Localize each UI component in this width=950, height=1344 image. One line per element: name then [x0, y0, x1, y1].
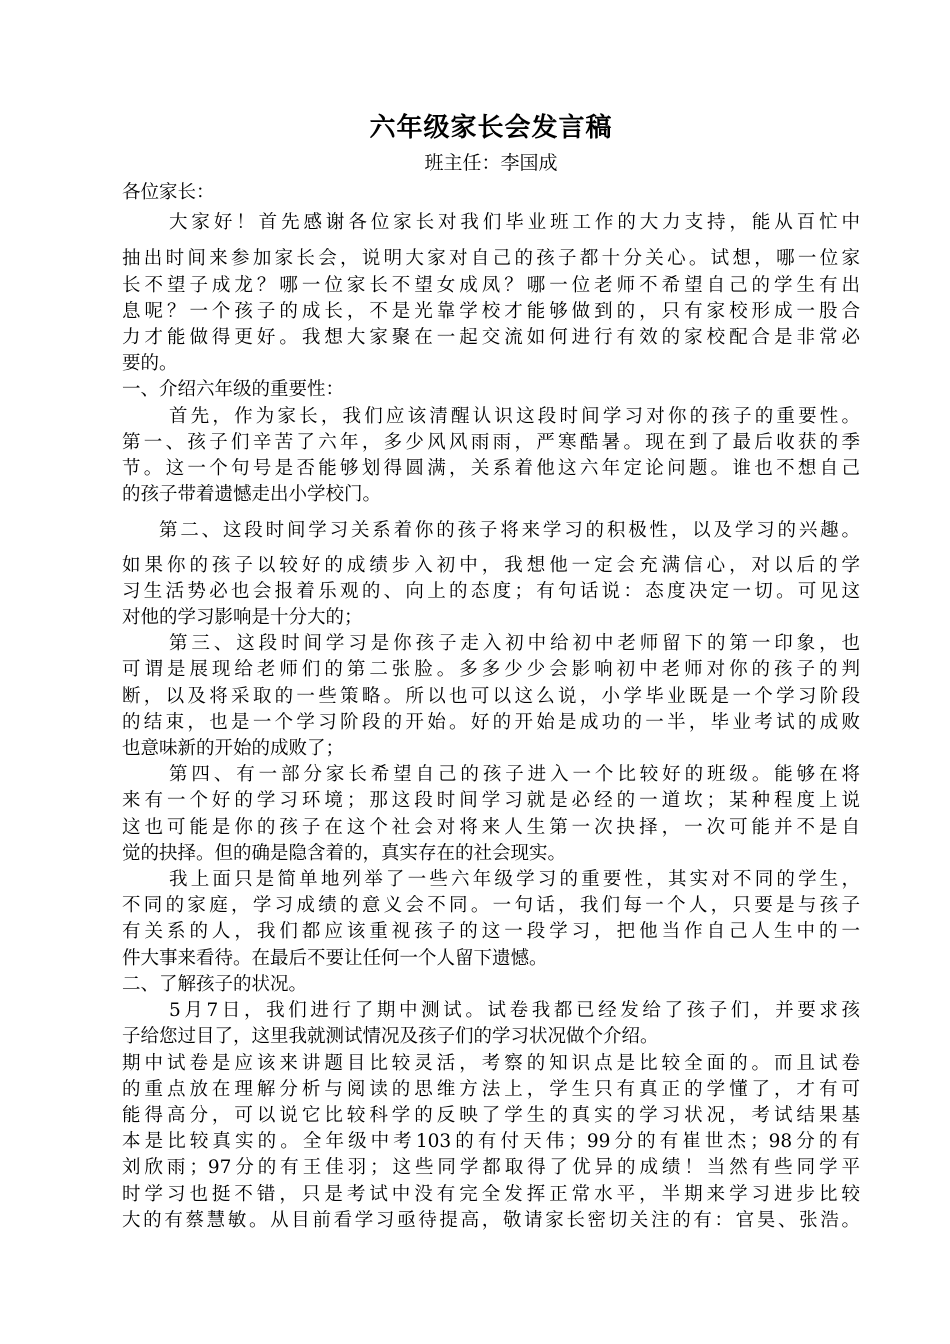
- paragraph-line: 第二、这段时间学习关系着你的孩子将来学习的积极性，以及学习的兴趣。: [159, 520, 860, 542]
- paragraph-line: 5月7日，我们进行了期中测试。试卷我都已经发给了孩子们，并要求孩: [169, 1000, 860, 1022]
- paragraph-line: 本是比较真实的。全年级中考103的有付天伟；99分的有崔世杰；98分的有: [122, 1131, 860, 1153]
- paragraph-line: 第三、这段时间学习是你孩子走入初中给初中老师留下的第一印象，也: [169, 633, 860, 655]
- paragraph-line: 第一、孩子们辛苦了六年，多少风风雨雨，严寒酷暑。现在到了最后收获的季: [122, 431, 860, 453]
- paragraph-line: 的孩子带着遗憾走出小学校门。: [122, 484, 382, 506]
- paragraph-line: 我上面只是简单地列举了一些六年级学习的重要性，其实对不同的学生，: [169, 869, 860, 891]
- paragraph-line: 习生活势必也会报着乐观的、向上的态度；有句话说：态度决定一切。可见这: [122, 580, 860, 602]
- paragraph-line: 第四、有一部分家长希望自己的孩子进入一个比较好的班级。能够在将: [169, 764, 860, 786]
- paragraph-line: 可谓是展现给老师们的第二张脸。多多少少会影响初中老师对你的孩子的判: [122, 659, 860, 681]
- paragraph-line: 这也可能是你的孩子在这个社会对将来人生第一次抉择，一次可能并不是自: [122, 816, 860, 838]
- paragraph-line: 力才能做得更好。我想大家聚在一起交流如何进行有效的家校配合是非常必: [122, 327, 860, 349]
- paragraph-line: 节。这一个句号是否能够划得圆满，关系着他这六年定论问题。谁也不想自己: [122, 458, 860, 480]
- paragraph-line: 断，以及将采取的一些策略。所以也可以这么说，小学毕业既是一个学习阶段: [122, 685, 860, 707]
- document-page: [122, 108, 860, 1234]
- paragraph-line: 件大事来看待。在最后不要让任何一个人留下遗憾。: [122, 947, 548, 969]
- paragraph-line: 大家好！首先感谢各位家长对我们毕业班工作的大力支持，能从百忙中: [169, 212, 860, 234]
- paragraph-line: 的结束，也是一个学习阶段的开始。好的开始是成功的一半，毕业考试的成败: [122, 711, 860, 733]
- paragraph-line: 能得高分，可以说它比较科学的反映了学生的真实的学习状况，考试结果基: [122, 1104, 860, 1126]
- paragraph-line: 要的。: [122, 353, 178, 375]
- paragraph-line: 来有一个好的学习环境；那这段时间学习就是必经的一道坎；某种程度上说: [122, 790, 860, 812]
- paragraph-line: 不同的家庭，学习成绩的意义会不同。一句话，我们每一个人，只要是与孩子: [122, 895, 860, 917]
- paragraph-line: 如果你的孩子以较好的成绩步入初中，我想他一定会充满信心，对以后的学: [122, 554, 860, 576]
- paragraph-line: 大的有蔡慧敏。从目前看学习亟待提高，敬请家长密切关注的有：官昊、张浩。: [122, 1209, 860, 1231]
- paragraph-line: 息呢？一个孩子的成长，不是光靠学校才能够做到的，只有家校形成一股合: [122, 300, 860, 322]
- greeting: 各位家长：: [122, 182, 215, 203]
- section-heading: 一、介绍六年级的重要性：: [122, 379, 345, 401]
- paragraph-line: 期中试卷是应该来讲题目比较灵活，考察的知识点是比较全面的。而且试卷: [122, 1052, 860, 1074]
- paragraph-line: 对他的学习影响是十分大的；: [122, 607, 363, 629]
- paragraph-line: 觉的抉择。但的确是隐含着的，真实存在的社会现实。: [122, 842, 567, 864]
- paragraph-line: 长不望子成龙？哪一位家长不望女成凤？哪一位老师不希望自己的学生有出: [122, 274, 860, 296]
- paragraph-line: 刘欣雨；97分的有王佳羽；这些同学都取得了优异的成绩！当然有些同学平: [122, 1157, 860, 1179]
- paragraph-line: 子给您过目了，这里我就测试情况及孩子们的学习状况做个介绍。: [122, 1026, 659, 1048]
- paragraph-line: 时学习也挺不错，只是考试中没有完全发挥正常水平，半期来学习进步比较: [122, 1183, 860, 1205]
- paragraph-line: 有关系的人，我们都应该重视孩子的这一段学习，把他当作自己人生中的一: [122, 921, 860, 943]
- paragraph-line: 首先，作为家长，我们应该清醒认识这段时间学习对你的孩子的重要性。: [169, 405, 860, 427]
- paragraph-line: 也意味新的开始的成败了；: [122, 738, 345, 760]
- paragraph-line: 的重点放在理解分析与阅读的思维方法上，学生只有真正的学懂了，才有可: [122, 1078, 860, 1100]
- section-heading: 二、了解孩子的状况。: [122, 973, 308, 995]
- document-title: 六年级家长会发言稿: [369, 113, 613, 143]
- author-line: 班主任：李国成: [424, 152, 558, 174]
- paragraph-line: 抽出时间来参加家长会，说明大家对自己的孩子都十分关心。试想，哪一位家: [122, 248, 860, 270]
